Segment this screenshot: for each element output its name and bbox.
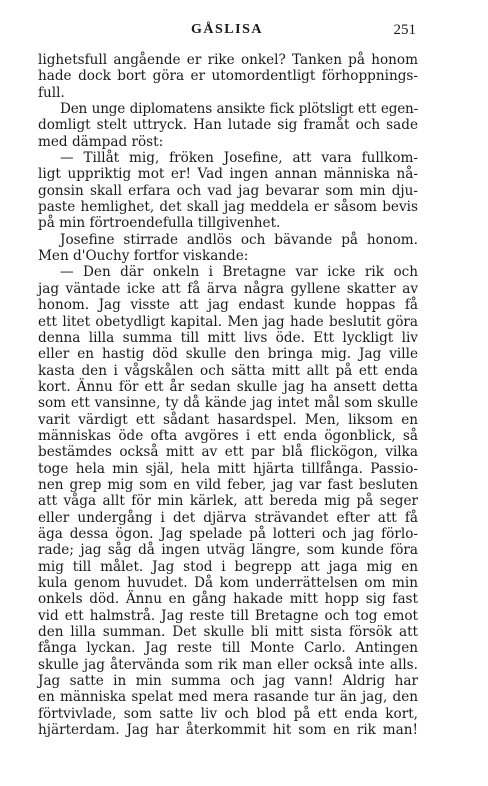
text-line: kula genom huvudet. Då kom underrättelsen om min xyxy=(38,575,418,591)
text-line: hjärterdam. Jag har återkommit hit som en rik man! xyxy=(38,722,418,739)
text-line: kasta den i vågskålen och sätta mitt allt på ett enda xyxy=(38,362,418,379)
text-line: kort. Ännu för ett år sedan skulle jag ha ansett detta xyxy=(38,378,418,395)
text-line: varit värdigt ett sådant hasardspel. Men, liksom en xyxy=(38,411,418,428)
text-line: toge hela min själ, hela mitt hjärta tillfånga. Passio- xyxy=(38,460,418,477)
text-line: paste hemlighet, det skall jag meddela er såsom bevis xyxy=(38,199,418,216)
text-line: eller undergång i det djärva strävandet efter att få xyxy=(38,509,418,526)
text-line: att våga allt för min kärlek, att bereda mig på seger xyxy=(38,493,418,510)
text-line: en människa spelat med mera rasande tur än jag, den xyxy=(38,689,418,706)
text-line: Josefine stirrade andlös och bävande på honom. xyxy=(60,231,418,248)
text-line: full. xyxy=(38,84,65,101)
text-line: bestämdes också mitt av ett par blå flickögon, vilka xyxy=(38,444,418,461)
text-line: förtvivlade, som satte liv och blod på ett enda kort, xyxy=(38,705,418,722)
text-line: — Tillåt mig, fröken Josefine, att vara fullkom- xyxy=(60,150,418,167)
text-line: på min förtroendefulla tillgivenhet. xyxy=(38,215,281,232)
text-line: ligt uppriktig mot er! Vad ingen annan människa nå- xyxy=(38,166,418,183)
text-line: eller en hastig död skulle den bringa mig. Jag ville xyxy=(38,346,418,363)
body-text xyxy=(38,52,418,738)
text-line: vid ett halmstrå. Jag reste till Bretagne och tog emot xyxy=(38,607,418,624)
running-title: GÅSLISA xyxy=(191,22,263,37)
text-line: äga dessa ögon. Jag spelade på lotteri och jag förlo- xyxy=(38,525,418,542)
page-number: 251 xyxy=(393,22,416,38)
text-line: hade dock bort göra er utomordentligt förhoppnings- xyxy=(38,68,418,85)
text-line: den lilla summan. Det skulle bli mitt sista försök att xyxy=(38,624,418,641)
text-line: Jag satte in min summa och jag vann! Aldrig har xyxy=(38,673,418,690)
text-line: honom. Jag visste att jag endast kunde hoppas få xyxy=(38,297,418,314)
text-line: ett litet obetydligt kapital. Men jag hade beslutit göra xyxy=(38,313,418,330)
text-line: människas öde ofta avgöres i ett enda ögonblick, så xyxy=(38,427,418,444)
text-line: denna lilla summa till mitt livs öde. Ett lyckligt liv xyxy=(38,329,418,346)
running-head xyxy=(38,22,416,42)
text-line: — Den där onkeln i Bretagne var icke rik och xyxy=(60,264,418,281)
text-line: rade; jag såg då ingen utväg längre, som kunde föra xyxy=(38,542,418,559)
text-line: onkels död. Ännu en gång hakade mitt hopp sig fast xyxy=(38,591,418,608)
text-line: skulle jag återvända som rik man eller också inte alls. xyxy=(38,656,418,673)
text-line: Men d'Ouchy fortfor viskande: xyxy=(38,248,249,265)
text-line: gonsin skall erfara och vad jag bevarar som min dju- xyxy=(38,182,418,199)
text-line: domligt stelt uttryck. Han lutade sig framåt och sade xyxy=(38,117,418,134)
text-line: jag väntade icke att få ärva några gyllene skatter av xyxy=(38,280,418,297)
text-line: fånga lyckan. Jag reste till Monte Carlo. Antingen xyxy=(38,640,418,657)
text-line: mig till målet. Jag stod i begrepp att jaga mig en xyxy=(38,558,418,575)
text-line: med dämpad röst: xyxy=(38,133,164,150)
text-line: lighetsfull angående er rike onkel? Tanken på honom xyxy=(38,52,418,68)
text-line: nen grep mig som en vild feber, jag var fast besluten xyxy=(38,476,418,493)
text-line: som ett vansinne, ty då kände jag intet mål som skulle xyxy=(38,395,418,412)
text-line: Den unge diplomatens ansikte fick plötsligt ett egen- xyxy=(60,101,418,118)
